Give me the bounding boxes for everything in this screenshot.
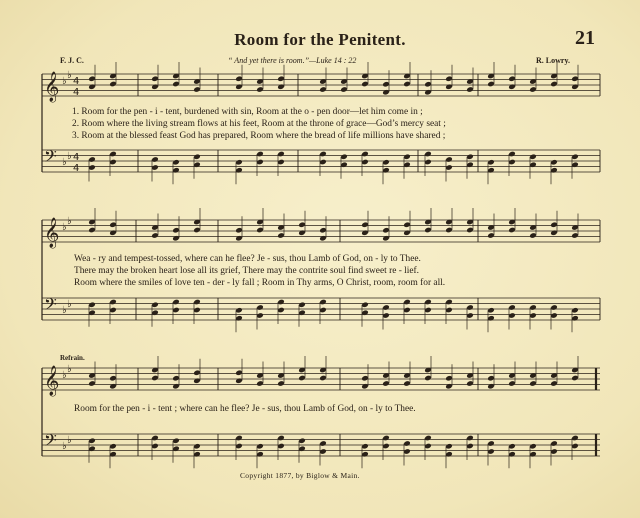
- verse-2-line-2: There may the broken heart lose all its grief, There may the contrite soul find sweet re - lief.: [74, 266, 420, 276]
- scripture-epigraph: “ And yet there is room.”—Luke 14 : 22: [228, 56, 357, 65]
- composer-credit: R. Lowry.: [536, 56, 570, 65]
- key-flat: ♭: [67, 216, 72, 227]
- bass-clef: 𝄢: [44, 430, 57, 454]
- verse-1-line-2: Wea - ry and tempest-tossed, where can he flee? Je - sus, thou Lamb of God, on - ly to Thee.: [74, 254, 421, 264]
- hymn-title: Room for the Penitent.: [234, 30, 406, 49]
- bass-clef: 𝄢: [44, 146, 57, 170]
- lyricist-credit: F. J. C.: [60, 56, 84, 65]
- page-number: 21: [575, 27, 595, 49]
- treble-clef: 𝄞: [44, 218, 60, 248]
- verse-3-line-1: 3. Room at the blessed feast God has prepared, Room where the bread of life millions have shared ;: [72, 131, 446, 141]
- key-flat: ♭: [67, 364, 72, 375]
- treble-clef: 𝄞: [44, 72, 60, 102]
- verse-2-line-1: 2. Room where the living stream flows at his feet, Room at the throne of grace—God’s mercy seat ;: [72, 119, 446, 129]
- time-signature: 4: [73, 87, 80, 98]
- time-signature: 4: [73, 152, 80, 163]
- key-flat: ♭: [67, 299, 72, 310]
- bass-clef: 𝄢: [44, 294, 57, 318]
- copyright-notice: Copyright 1877, by Biglow & Main.: [240, 471, 360, 480]
- refrain-lyric: Room for the pen - i - tent ; where can he flee? Je - sus, thou Lamb of God, on - ly to Thee.: [74, 404, 416, 414]
- key-flat: ♭: [67, 151, 72, 162]
- verse-1-line-1: 1. Room for the pen - i - tent, burdened with sin, Room at the o - pen door—let him come in ;: [72, 107, 423, 117]
- key-flat: ♭: [62, 76, 67, 87]
- refrain-label: Refrain.: [60, 354, 85, 362]
- time-signature: 4: [73, 163, 80, 174]
- time-signature: 4: [73, 76, 80, 87]
- key-flat: ♭: [62, 305, 67, 316]
- key-flat: ♭: [67, 435, 72, 446]
- key-flat: ♭: [62, 441, 67, 452]
- key-flat: ♭: [62, 157, 67, 168]
- key-flat: ♭: [62, 222, 67, 233]
- verse-3-line-2: Room where the smiles of love ten - der - ly fall ; Room in Thy arms, O Christ, room, room for all.: [74, 278, 446, 288]
- key-flat: ♭: [62, 370, 67, 381]
- treble-clef: 𝄞: [44, 366, 60, 396]
- key-flat: ♭: [67, 70, 72, 81]
